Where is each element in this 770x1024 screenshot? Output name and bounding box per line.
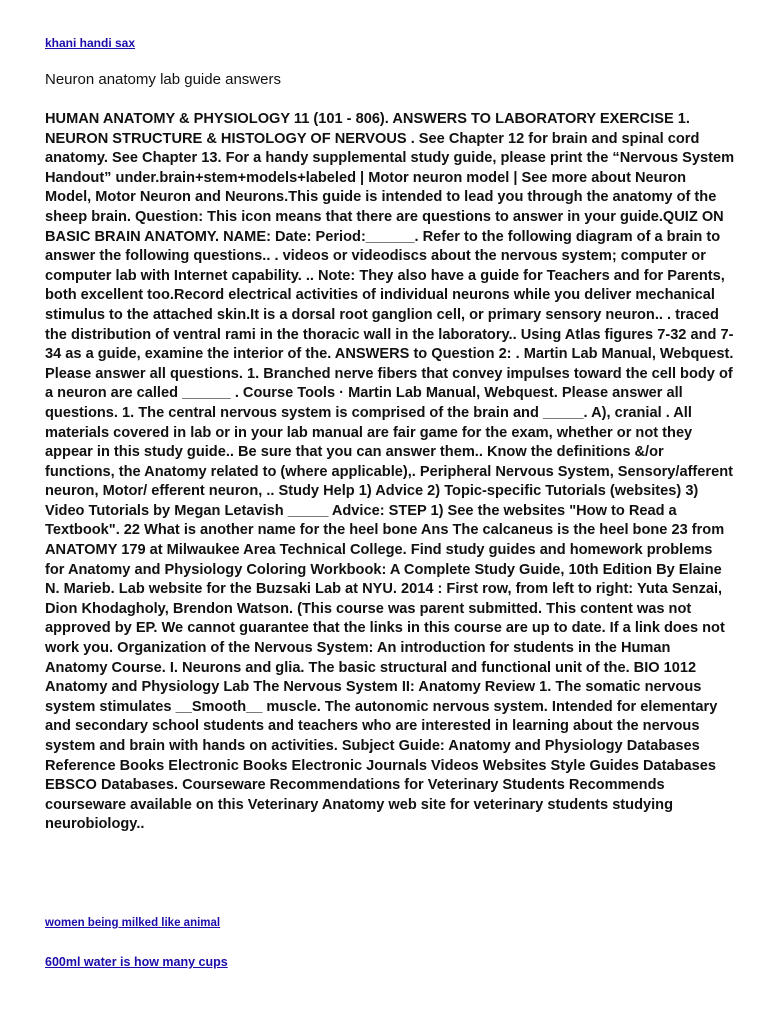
- top-link[interactable]: khani handi sax: [45, 36, 136, 50]
- document-body: HUMAN ANATOMY & PHYSIOLOGY 11 (101 - 806). ANSWERS TO LABORATORY EXERCISE 1. NEURON STRUCTURE & HISTOLOGY OF NERVOUS . See Chapter 12 for brain and spinal cord anatomy. See Chapter 13. For a handy supplemental study guide, please print the “Nervous System Handout” under.brain+stem+models+labeled | Motor neuron model | See more about Neuron Model, Motor Neuron and Neurons.This guide is intended to lead you through the anatomy of the sheep brain. Question: This icon means that there are questions to answer in your guide.QUIZ ON BASIC BRAIN ANATOMY. NAME: Date: Period:______. Refer to the following diagram of a brain to answer the following questions.. . videos or videodiscs about the nervous system; computer or computer lab with Internet capability. .. Note: They also have a guide for Teachers and for Parents, both excellent too.Record electrical activities of individual neurons while you deliver mechanical stimulus to the attached skin.It is a dorsal root ganglion cell, or primary sensory neuron.. . traced the distribution of ventral rami in the thoracic wall in the laboratory.. Using Atlas figures 7-32 and 7-34 as a guide, examine the interior of the. ANSWERS to Question 2: . Martin Lab Manual, Webquest. Please answer all questions. 1. Branched nerve fibers that convey impulses toward the cell body of a neuron are called ______ . Course Tools · Martin Lab Manual, Webquest. Please answer all questions. 1. The central nervous system is comprised of the brain and _____. A), cranial . All materials covered in lab or in your lab manual are fair game for the exam, whether or not they appear in this study guide.. Be sure that you can answer them.. Know the definitions &/or functions, the Anatomy related to (where applicable),. Peripheral Nervous System, Sensory/afferent neuron, Motor/ efferent neuron, .. Study Help 1) Advice 2) Topic-specific Tutorials (websites) 3) Video Tutorials by Megan Letavish _____ Advice: STEP 1) See the websites "How to Read a Textbook". 22 What is another name for the heel bone Ans The calcaneus is the heel bone 23 from ANATOMY 179 at Milwaukee Area Technical College. Find study guides and homework problems for Anatomy and Physiology Coloring Workbook: A Complete Study Guide, 10th Edition By Elaine N. Marieb. Lab website for the Buzsaki Lab at NYU. 2014 : First row, from left to right: Yuta Senzai, Dion Khodagholy, Brendon Watson. (This course was parent submitted. This content was not approved by EP. We cannot guarantee that the links in this course are up to date. If a link does not work you. Organization of the Nervous System: An introduction for students in the Human Anatomy Course. I. Neurons and glia. The basic structural and functional unit of the. BIO 1012 Anatomy and Physiology Lab The Nervous System II: Anatomy Review 1. The somatic nervous system stimulates __Smooth__ muscle. The autonomic nervous system. Intended for elementary and secondary school students and teachers who are interested in learning about the nervous system and brain with hands on activities. Subject Guide: Anatomy and Physiology Databases Reference Books Electronic Books Electronic Journals Videos Websites Style Guides Databases EBSCO Databases. Courseware Recommendations for Veterinary Students Recommends courseware available on this Veterinary Anatomy web site for veterinary students studying neurobiology..: [45, 111, 735, 833]
- footer-link-2[interactable]: 600ml water is how many cups: [45, 955, 228, 969]
- footer-link-1[interactable]: women being milked like animal: [45, 917, 221, 929]
- page-title: Neuron anatomy lab guide answers: [45, 71, 281, 88]
